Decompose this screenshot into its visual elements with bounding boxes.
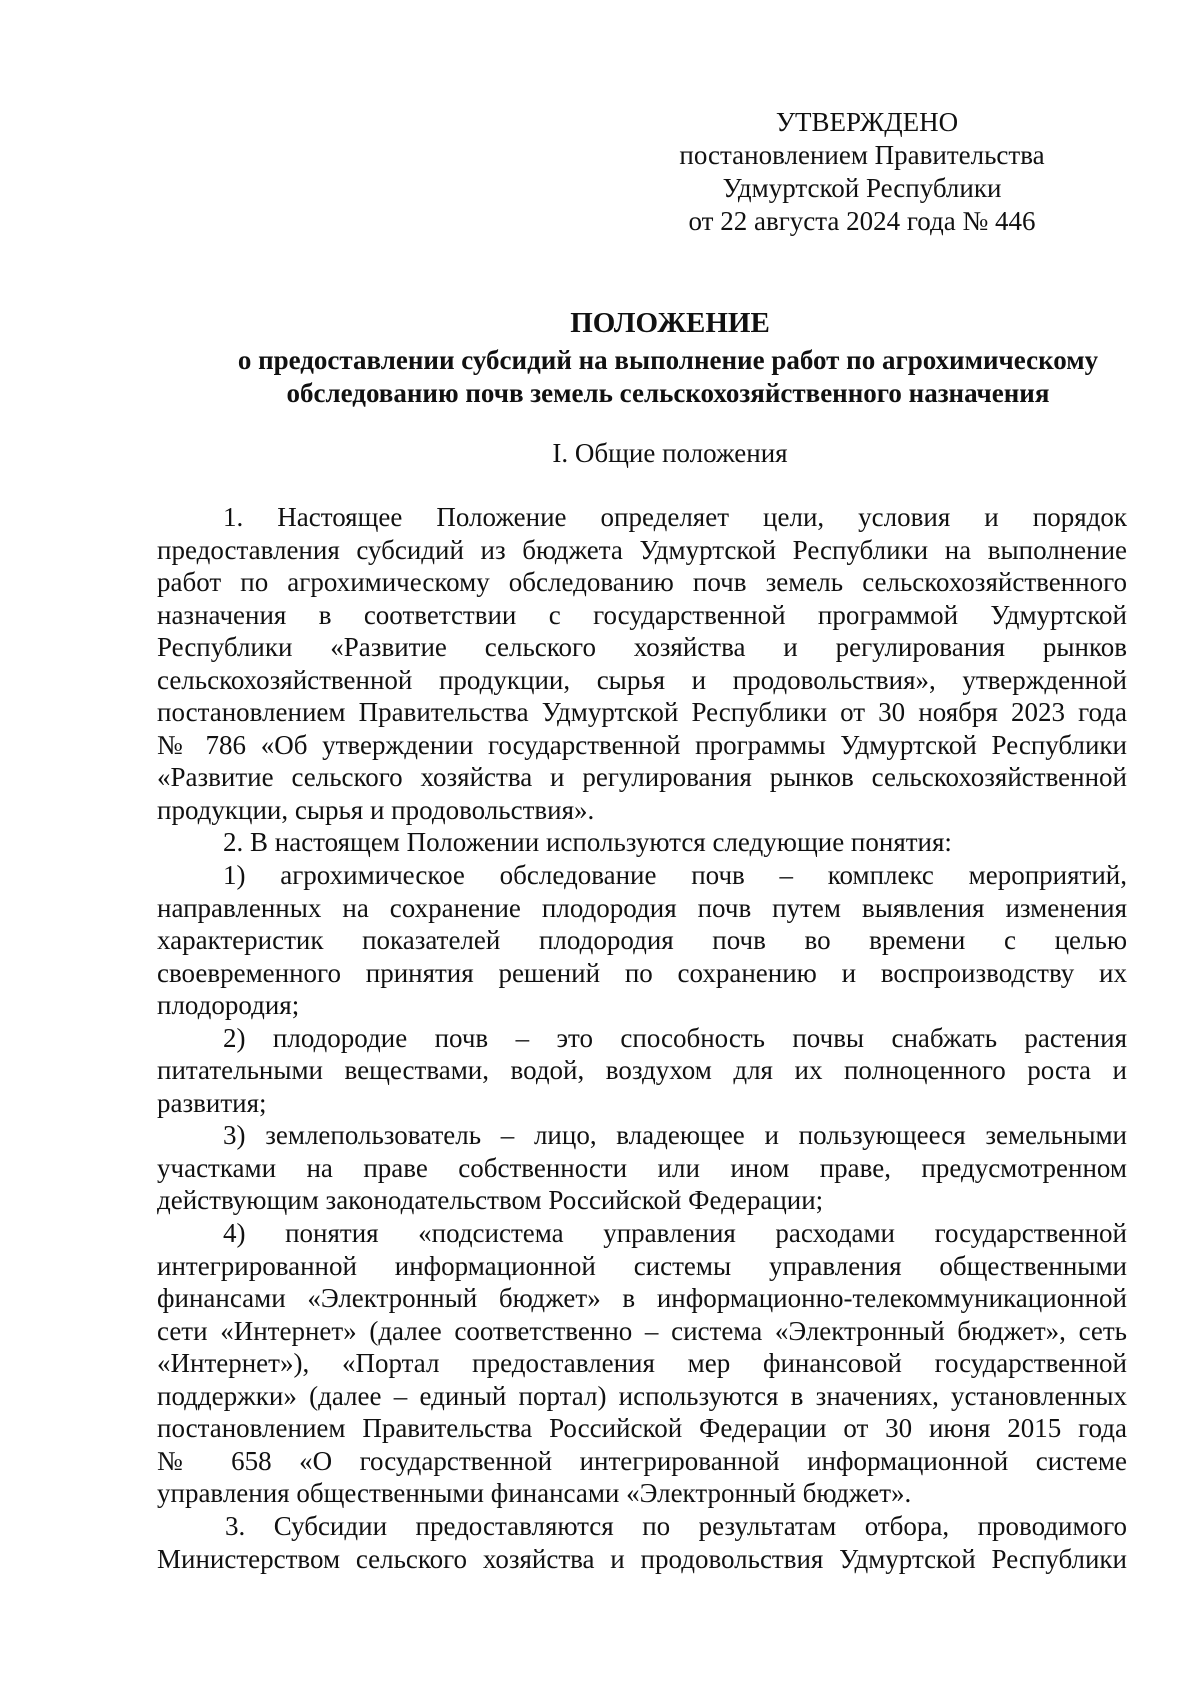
- approval-line-3: Удмуртской Республики: [722, 173, 1002, 203]
- approval-line-2: постановлением Правительства: [679, 140, 1045, 170]
- body-line: питательными веществами, водой, воздухом для их полноценного роста и: [157, 1055, 1127, 1086]
- body-line: финансами «Электронный бюджет» в информационно-телекоммуникационной: [157, 1283, 1127, 1314]
- body-line: Министерством сельского хозяйства и продовольствия Удмуртской Республики: [157, 1543, 1127, 1574]
- document-body: [157, 501, 1127, 1575]
- body-line: действующим законодательством Российской Федерации;: [157, 1185, 824, 1216]
- body-line: направленных на сохранение плодородия почв путем выявления изменения: [157, 892, 1127, 923]
- body-line: № 658 «О государственной интегрированной информационной системе: [157, 1445, 1127, 1476]
- approval-line-4: от 22 августа 2024 года № 446: [688, 206, 1036, 236]
- body-line: 3. Субсидии предоставляются по результатам отбора, проводимого: [225, 1510, 1127, 1541]
- body-line: 2) плодородие почв – это способность почвы снабжать растения: [223, 1022, 1127, 1053]
- document-subtitle-line-2: обследованию почв земель сельскохозяйственного назначения: [286, 378, 1050, 408]
- body-line: поддержки» (далее – единый портал) используются в значениях, установленных: [157, 1380, 1127, 1411]
- document-subtitle-line-1: о предоставлении субсидий на выполнение работ по агрохимическому: [237, 345, 1099, 375]
- approval-stamp: [652, 106, 1072, 238]
- body-line: 4) понятия «подсистема управления расходами государственной: [223, 1218, 1127, 1249]
- document-title: ПОЛОЖЕНИЕ: [570, 307, 770, 339]
- body-line: участками на праве собственности или ином праве, предусмотренном: [157, 1152, 1127, 1183]
- approval-title: УТВЕРЖДЕНО: [775, 107, 959, 137]
- body-line: интегрированной информационной системы управления общественными: [157, 1250, 1127, 1281]
- section-heading: I. Общие положения: [552, 438, 788, 468]
- body-line: характеристик показателей плодородия почв во времени с целью: [157, 925, 1127, 956]
- body-line: «Интернет»), «Портал предоставления мер финансовой государственной: [157, 1348, 1127, 1379]
- body-line: развития;: [157, 1087, 267, 1118]
- body-line: 1) агрохимическое обследование почв – комплекс мероприятий,: [223, 860, 1127, 891]
- body-line: назначения в соответствии с государственной программой Удмуртской: [157, 599, 1127, 630]
- body-line: 1. Настоящее Положение определяет цели, условия и порядок: [223, 502, 1127, 532]
- body-line: 2. В настоящем Положении используются следующие понятия:: [223, 827, 952, 858]
- body-line: предоставления субсидий из бюджета Удмуртской Республики на выполнение: [157, 534, 1127, 565]
- body-line: № 786 «Об утверждении государственной программы Удмуртской Республики: [157, 729, 1127, 760]
- body-line: своевременного принятия решений по сохранению и воспроизводству их: [157, 957, 1127, 988]
- body-line: сети «Интернет» (далее соответственно – система «Электронный бюджет», сеть: [157, 1315, 1127, 1346]
- body-line: работ по агрохимическому обследованию почв земель сельскохозяйственного: [157, 567, 1127, 598]
- body-line: Республики «Развитие сельского хозяйства и регулирования рынков: [157, 632, 1127, 663]
- body-line: управления общественными финансами «Электронный бюджет».: [157, 1478, 912, 1509]
- body-line: сельскохозяйственной продукции, сырья и продовольствия», утвержденной: [157, 664, 1127, 695]
- body-line: продукции, сырья и продовольствия».: [157, 794, 595, 825]
- body-line: постановлением Правительства Российской Федерации от 30 июня 2015 года: [157, 1413, 1127, 1444]
- body-line: 3) землепользователь – лицо, владеющее и пользующееся земельными: [223, 1120, 1127, 1151]
- body-line: плодородия;: [157, 990, 300, 1021]
- body-line: «Развитие сельского хозяйства и регулирования рынков сельскохозяйственной: [157, 762, 1127, 793]
- body-line: постановлением Правительства Удмуртской Республики от 30 ноября 2023 года: [157, 697, 1127, 728]
